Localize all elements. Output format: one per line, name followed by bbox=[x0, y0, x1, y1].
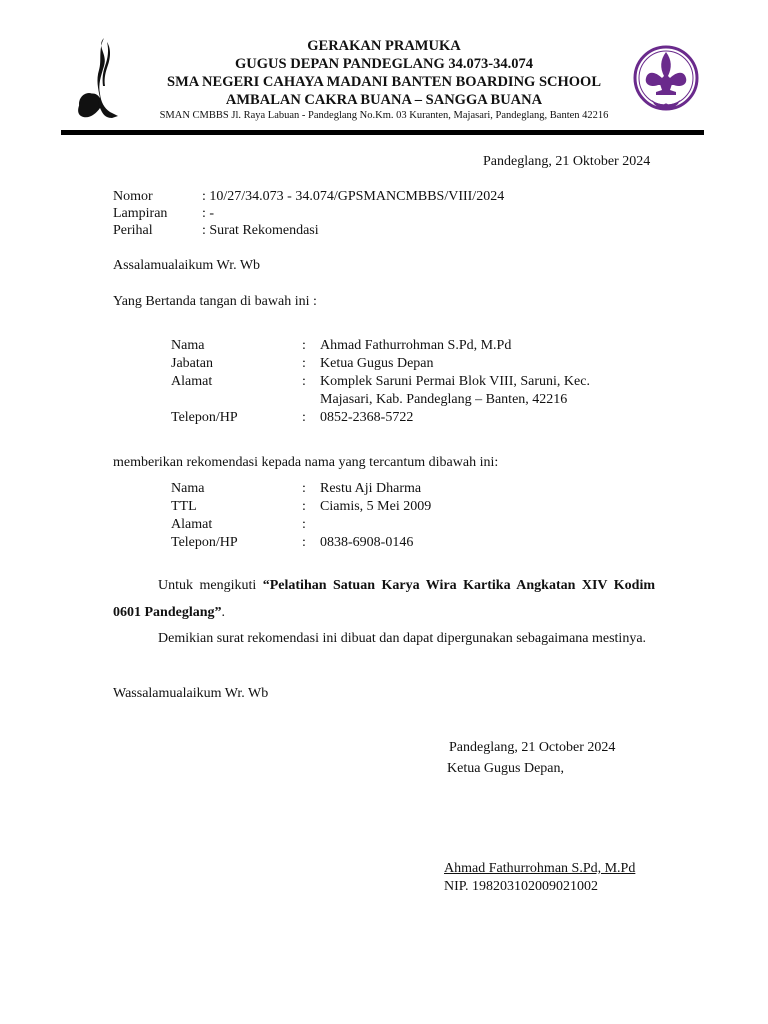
signer-phone-value: 0852-2368-5722 bbox=[320, 410, 414, 425]
signer-position-value: Ketua Gugus Depan bbox=[320, 356, 434, 371]
signature-name: Ahmad Fathurrohman S.Pd, M.Pd bbox=[444, 861, 636, 876]
recipient-name-value: Restu Aji Dharma bbox=[320, 481, 422, 496]
tunas-kelapa-logo-icon bbox=[74, 36, 128, 122]
closing-paragraph bbox=[113, 626, 655, 653]
signer-name-label: Nama bbox=[171, 338, 205, 353]
signature-nip: NIP. 198203102009021002 bbox=[444, 879, 599, 894]
lampiran-value: : - bbox=[202, 206, 215, 221]
nomor-label: Nomor bbox=[113, 189, 153, 204]
fleur-de-lis-emblem-icon bbox=[632, 40, 700, 120]
ambalan-name: AMBALAN CAKRA BUANA – SANGGA BUANA bbox=[225, 92, 543, 108]
recipient-birth-value: Ciamis, 5 Mei 2009 bbox=[320, 499, 432, 514]
signer-phone-label: Telepon/HP bbox=[171, 410, 238, 425]
signer-address-line-2: Majasari, Kab. Pandeglang – Banten, 42216 bbox=[320, 392, 568, 407]
school-name: SMA NEGERI CAHAYA MADANI BANTEN BOARDING SCHOOL bbox=[167, 74, 601, 90]
colon: : bbox=[302, 481, 306, 496]
intro-text: Yang Bertanda tangan di bawah ini : bbox=[113, 294, 317, 309]
gugus-depan-name: GUGUS DEPAN PANDEGLANG 34.073-34.074 bbox=[235, 56, 533, 72]
signer-position-label: Jabatan bbox=[171, 356, 213, 371]
colon: : bbox=[302, 535, 306, 550]
recipient-birth-label: TTL bbox=[171, 499, 197, 514]
signer-address-label: Alamat bbox=[171, 374, 213, 389]
organization-name: GERAKAN PRAMUKA bbox=[307, 38, 461, 54]
perihal-value: : Surat Rekomendasi bbox=[202, 223, 319, 238]
signature-title: Ketua Gugus Depan, bbox=[447, 761, 565, 776]
colon: : bbox=[302, 410, 306, 425]
recommend-intro: memberikan rekomendasi kepada nama yang tercantum dibawah ini: bbox=[113, 455, 499, 470]
colon: : bbox=[302, 338, 306, 353]
colon: : bbox=[302, 517, 306, 532]
training-name: “Pelatihan Satuan Karya Wira Kartika Angkatan XIV Kodim 0601 Pandeglang” bbox=[113, 578, 655, 620]
greeting: Assalamualaikum Wr. Wb bbox=[113, 258, 261, 273]
school-address: SMAN CMBBS Jl. Raya Labuan - Pandeglang No.Km. 03 Kuranten, Majasari, Pandeglang, Banten 42216 bbox=[159, 110, 609, 121]
recipient-address-label: Alamat bbox=[171, 517, 213, 532]
signer-address-line-1: Komplek Saruni Permai Blok VIII, Saruni, Kec. bbox=[320, 374, 590, 389]
colon: : bbox=[302, 356, 306, 371]
lampiran-label: Lampiran bbox=[113, 206, 168, 221]
colon: : bbox=[302, 374, 306, 389]
recipient-phone-value: 0838-6908-0146 bbox=[320, 535, 414, 550]
purpose-paragraph bbox=[113, 573, 655, 626]
signer-name-value: Ahmad Fathurrohman S.Pd, M.Pd bbox=[320, 338, 512, 353]
letterhead-text bbox=[140, 37, 628, 122]
recipient-name-label: Nama bbox=[171, 481, 205, 496]
perihal-label: Perihal bbox=[113, 223, 153, 238]
recipient-phone-label: Telepon/HP bbox=[171, 535, 238, 550]
colon: : bbox=[302, 499, 306, 514]
nomor-value: : 10/27/34.073 - 34.074/GPSMANCMBBS/VIII/2024 bbox=[202, 189, 505, 204]
letter-date: Pandeglang, 21 Oktober 2024 bbox=[483, 154, 651, 169]
purpose-suffix: . bbox=[221, 604, 226, 620]
sign-off: Wassalamualaikum Wr. Wb bbox=[113, 686, 269, 701]
letterhead bbox=[0, 0, 768, 140]
purpose-prefix: Untuk mengikuti bbox=[158, 578, 263, 593]
signature-date: Pandeglang, 21 October 2024 bbox=[449, 740, 616, 755]
letterhead-divider bbox=[61, 130, 704, 135]
closing-text: Demikian surat rekomendasi ini dibuat dan dapat dipergunakan sebagaimana mestinya. bbox=[158, 631, 647, 646]
